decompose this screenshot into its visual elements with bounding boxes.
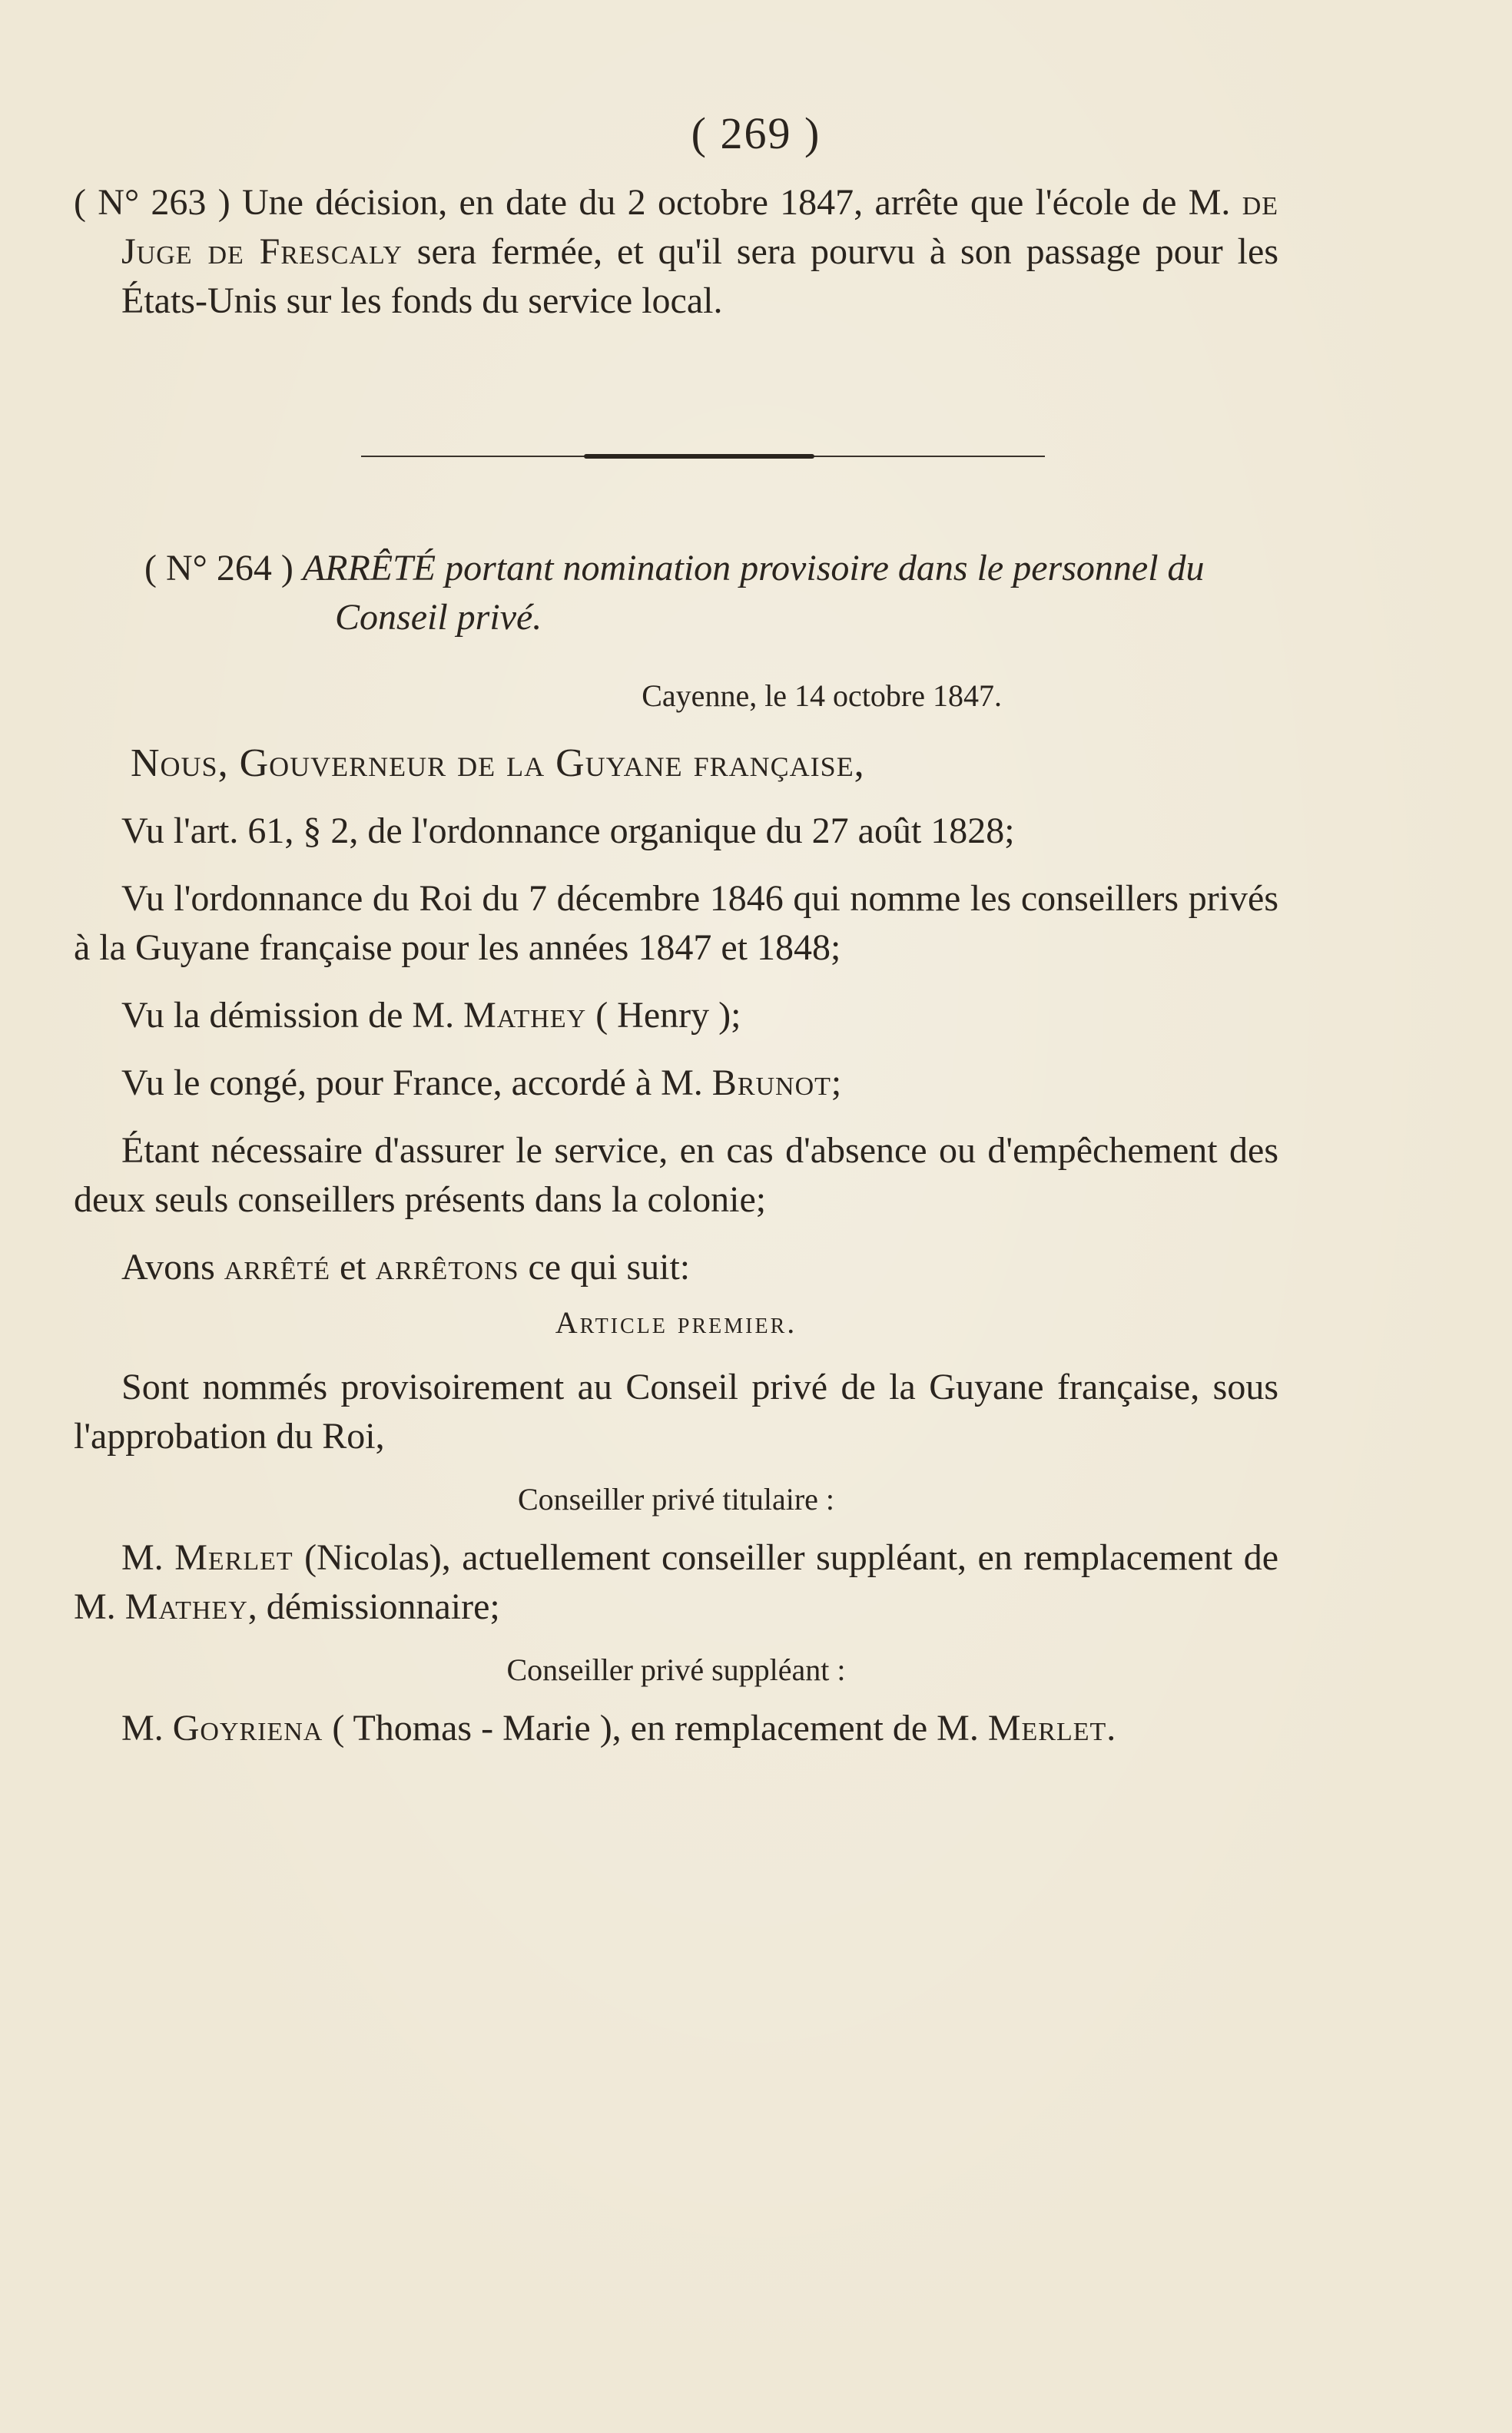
titulaire-name: Merlet bbox=[174, 1537, 293, 1578]
entry-264 bbox=[74, 544, 1278, 1753]
suppleant-name: Goyriena bbox=[172, 1708, 323, 1749]
avons-text-b: ce qui suit: bbox=[528, 1247, 691, 1288]
entry-263-paragraph bbox=[74, 178, 1278, 326]
entry-263 bbox=[74, 178, 1278, 326]
vu-4-text-a: Vu le congé, pour France, accordé à M. bbox=[121, 1062, 703, 1103]
sont-nommes-paragraph: Sont nommés provisoirement au Conseil privé de la Guyane française, sous l'approbation du Roi, bbox=[74, 1367, 1278, 1457]
vu-4-text-b: ; bbox=[831, 1062, 842, 1103]
avons-arretons: arrêtons bbox=[375, 1247, 519, 1288]
suppleant-text-a: M. bbox=[121, 1708, 164, 1749]
titulaire-label: Conseiller privé titulaire : bbox=[517, 1482, 835, 1516]
entry-263-text-a: Une décision, en date du 2 octobre 1847, arrête que l'école de M. bbox=[242, 182, 1231, 223]
dateline: Cayenne, le 14 octobre 1847. bbox=[642, 678, 1002, 713]
titulaire-paragraph bbox=[74, 1533, 1278, 1632]
avons-arrete: arrêté bbox=[224, 1247, 330, 1288]
separator-thick-line bbox=[584, 454, 814, 459]
vu-paragraph-3 bbox=[74, 991, 1278, 1040]
entry-264-title-paragraph bbox=[74, 544, 1278, 642]
entry-263-text-b: sera fermée, et qu'il sera pourvu à son passage pour les États-Unis sur les fonds du service local. bbox=[121, 231, 1278, 321]
suppleant-paragraph bbox=[74, 1704, 1278, 1753]
titulaire-text-c: , démissionnaire; bbox=[247, 1586, 500, 1627]
decree-heading: Nous, Gouverneur de la Guyane française, bbox=[131, 741, 865, 785]
suppleant-name-2: Merlet bbox=[987, 1708, 1107, 1749]
separator-rule bbox=[361, 454, 1045, 458]
avons-text-a: Avons bbox=[121, 1247, 215, 1288]
suppleant-text-c: . bbox=[1106, 1708, 1116, 1749]
avons-et: et bbox=[340, 1247, 366, 1288]
entry-264-title: ARRÊTÉ portant nomination provisoire dans le personnel du Conseil privé. bbox=[302, 548, 1205, 638]
vu-paragraph-1: Vu l'art. 61, § 2, de l'ordonnance organique du 27 août 1828; bbox=[121, 810, 1015, 851]
avons-paragraph bbox=[74, 1243, 1278, 1292]
vu-3-text-b: ( Henry ); bbox=[595, 995, 741, 1036]
vu-4-name: Brunot bbox=[711, 1062, 831, 1103]
vu-3-name: Mathey bbox=[463, 995, 587, 1036]
entry-264-number: ( N° 264 ) bbox=[144, 548, 293, 588]
titulaire-name-2: Mathey bbox=[124, 1586, 248, 1627]
vu-3-text-a: Vu la démission de M. bbox=[121, 995, 455, 1036]
etant-paragraph: Étant nécessaire d'assurer le service, en cas d'absence ou d'empêchement des deux seuls conseillers présents dans la colonie; bbox=[74, 1130, 1278, 1220]
vu-paragraph-4 bbox=[74, 1059, 1278, 1108]
page-number: ( 269 ) bbox=[691, 108, 821, 158]
vu-paragraph-2: Vu l'ordonnance du Roi du 7 décembre 1846 qui nomme les conseillers privés à la Guyane française pour les années 1847 et 1848; bbox=[74, 878, 1278, 968]
entry-263-number: ( N° 263 ) bbox=[74, 182, 230, 223]
titulaire-text-a: M. bbox=[121, 1537, 164, 1578]
titulaire-text-b: (Nicolas), actuellement conseiller suppléant, en remplacement de M. bbox=[74, 1537, 1279, 1627]
suppleant-text-b: ( Thomas - Marie ), en remplacement de M. bbox=[332, 1708, 979, 1749]
entry-263-name: de Juge de Frescaly bbox=[121, 182, 1279, 272]
suppleant-label: Conseiller privé suppléant : bbox=[506, 1652, 846, 1687]
article-heading: Article premier. bbox=[555, 1305, 797, 1340]
